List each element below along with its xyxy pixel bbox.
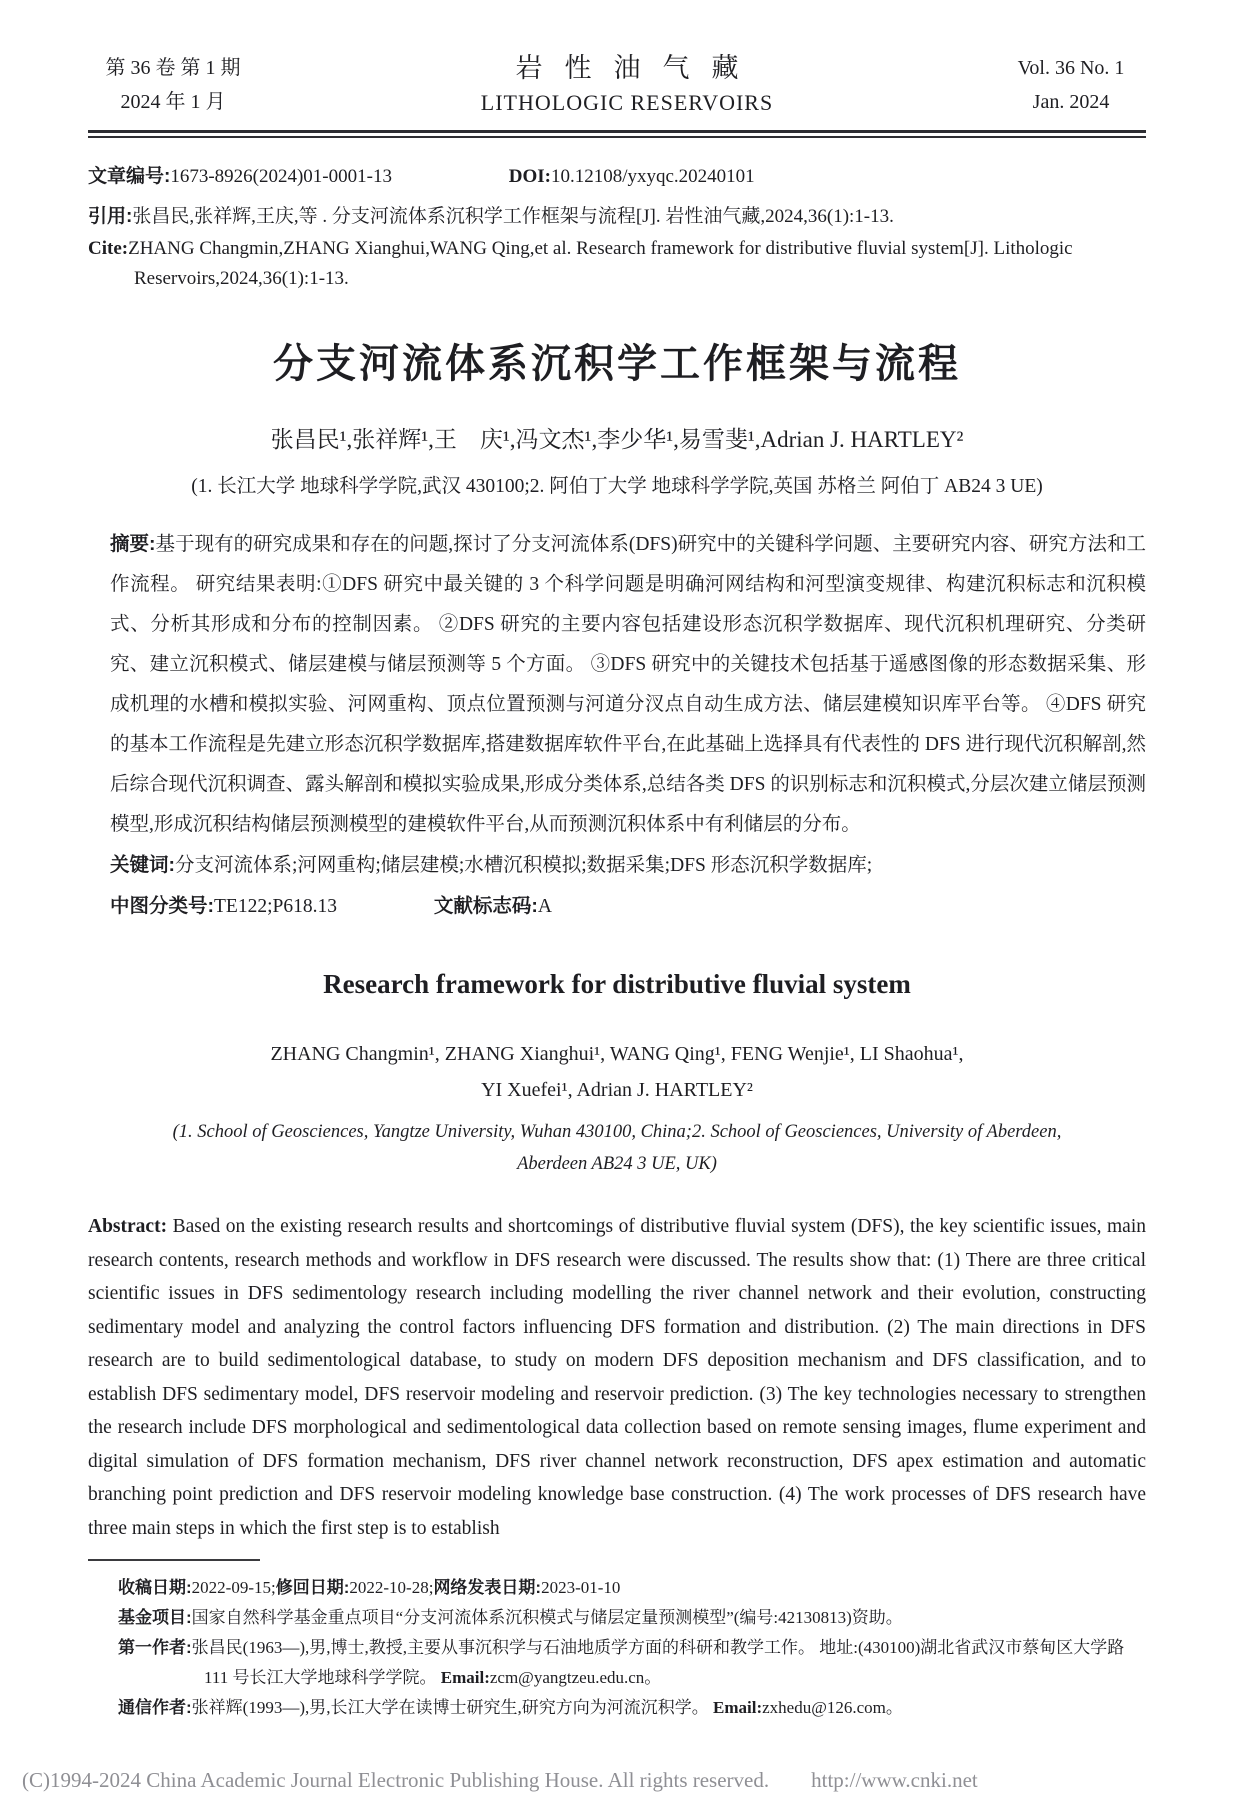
article-title-zh: 分支河流体系沉积学工作框架与流程 bbox=[273, 342, 961, 386]
affiliation-zh: (1. 长江大学 地球科学学院,武汉 430100;2. 阿伯丁大学 地球科学学院,英国 苏格兰 阿伯丁 AB24 3 UE) bbox=[191, 476, 1043, 497]
journal-name-en: LITHOLOGIC RESERVOIRS bbox=[480, 90, 774, 115]
footnote-dates bbox=[118, 1573, 1146, 1603]
keywords-label: 关键词: bbox=[110, 854, 175, 876]
abstract-en-label: Abstract: bbox=[88, 1216, 168, 1237]
copyright-line bbox=[22, 1768, 978, 1793]
doc-code: A bbox=[537, 896, 552, 917]
fund-label: 基金项目: bbox=[118, 1608, 192, 1627]
keywords-text: 分支河流体系;河网重构;储层建模;水槽沉积模拟;数据采集;DFS 形态沉积学数据库; bbox=[175, 855, 873, 876]
abstract-zh-text: 基于现有的研究成果和存在的问题,探讨了分支河流体系(DFS)研究中的关键科学问题、主要研究内容、研究方法和工作流程。 研究结果表明:①DFS 研究中最关键的 3 个科学问题是明确河网结构和河型演变规律、构建沉积标志和沉积模式、分析其形成和分布的控制因素。 ②DFS 研究的主要内容包括建设形态沉积学数据库、现代沉积机理研究、分类研究、建立沉积模式、储层建模与储层预测等 5 个方面。 ③DFS 研究中的关键技术包括基于遥感图像的形态数据采集、形成机理的水槽和模拟实验、河网重构、顶点位置预测与河道分汊点自动生成方法、储层建模知识库平台等。 ④DFS 研究的基本工作流程是先建立形态沉积学数据库,搭建数据库软件平台,在此基础上选择具有代表性的 DFS 进行现代沉积解剖,然后综合现代沉积调查、露头解剖和模拟实验成果,形成分类体系,总结各类 DFS 的识别标志和沉积模式,分层次建立储层预测模型,形成沉积结构储层预测模型的建模软件平台,从而预测沉积体系中有利储层的分布。 bbox=[110, 534, 1146, 835]
first-author-label: 第一作者: bbox=[118, 1638, 192, 1657]
header-vol-block bbox=[996, 51, 1146, 119]
clc-label: 中图分类号: bbox=[110, 895, 214, 917]
corr-author-email-label: Email: bbox=[713, 1698, 763, 1717]
affiliation-en: (1. School of Geosciences, Yangtze University, Wuhan 430100, China;2. School of Geosciences, University of Aberdeen, Aberdeen AB24 3 UE, UK) bbox=[172, 1122, 1062, 1174]
abstract-en bbox=[88, 1210, 1146, 1545]
corr-author-email: zxhedu@126.com。 bbox=[762, 1698, 903, 1717]
doi-value: 10.12108/yxyqc.20240101 bbox=[550, 166, 755, 187]
abstract-en-text: Based on the existing research results and shortcomings of distributive fluvial system (DFS), the key scientific issues, main research contents, research methods and workflow in DFS research were discussed. The results show that: (1) There are three critical scientific issues in DFS sedimentology research including modelling the river channel network and their evolution, constructing sedimentary model and analyzing the control factors influencing DFS formation and distribution. (2) The main directions in DFS research are to build sedimentological database, to study on modern DFS deposition mechanism and DFS classification, and to establish DFS sedimentary model, DFS reservoir modeling and reservoir prediction. (3) The key technologies necessary to strengthen the research include DFS morphological and sedimentological data collection based on remote sensing images, flume experiment and digital simulation of DFS formation mechanism, DFS river channel network reconstruction, DFS apex estimation and automatic branching point prediction and DFS reservoir modeling knowledge base construction. (4) The work processes of DFS research have three main steps in which the first step is to establish bbox=[88, 1216, 1146, 1539]
authors-zh: 张昌民¹,张祥辉¹,王 庆¹,冯文杰¹,李少华¹,易雪斐¹,Adrian J. HARTLEY² bbox=[270, 427, 964, 452]
first-author-email-label: Email: bbox=[440, 1668, 490, 1687]
header-divider bbox=[88, 130, 1146, 138]
doi-label: DOI: bbox=[508, 166, 551, 187]
corr-author-bio: 张祥辉(1993—),男,长江大学在读博士研究生,研究方向为河流沉积学。 bbox=[191, 1698, 713, 1717]
classification-row bbox=[88, 886, 1146, 927]
abstract-zh bbox=[88, 524, 1146, 845]
keywords-zh bbox=[88, 845, 1146, 886]
doc-code-label: 文献标志码: bbox=[433, 895, 538, 917]
footnote-first-author bbox=[118, 1633, 1146, 1693]
citation-zh-label: 引用: bbox=[88, 206, 133, 227]
clc-code: TE122;P618.13 bbox=[214, 896, 337, 917]
journal-name-cn: 岩性油气藏 bbox=[515, 53, 761, 83]
citation-zh-row bbox=[88, 202, 1146, 232]
footnote-divider bbox=[88, 1559, 260, 1561]
footnote-fund bbox=[118, 1603, 1146, 1633]
cnki-url: http://www.cnki.net bbox=[811, 1768, 978, 1792]
citation-en-row bbox=[88, 234, 1146, 294]
received-date-label: 收稿日期: bbox=[118, 1578, 192, 1597]
footnotes bbox=[118, 1573, 1146, 1723]
article-title-en: Research framework for distributive fluvial system bbox=[323, 969, 911, 999]
abstract-zh-label: 摘要: bbox=[110, 533, 156, 555]
fund-text: 国家自然科学基金重点项目“分支河流体系沉积模式与储层定量预测模型”(编号:42130813)资助。 bbox=[191, 1608, 903, 1627]
article-meta bbox=[88, 162, 1146, 294]
first-author-bio: 张昌民(1963—),男,博士,教授,主要从事沉积学与石油地质学方面的科研和教学工作。 地址:(430100)湖北省武汉市蔡甸区大学路 111 号长江大学地球科学学院。 bbox=[191, 1638, 1125, 1687]
citation-zh: 张昌民,张祥辉,王庆,等 . 分支河流体系沉积学工作框架与流程[J]. 岩性油气藏,2024,36(1):1-13. bbox=[132, 206, 894, 227]
journal-header bbox=[88, 50, 1146, 120]
first-author-email: zcm@yangtzeu.edu.cn。 bbox=[489, 1668, 662, 1687]
citation-en-label: Cite: bbox=[88, 238, 129, 259]
authors-en-line1: ZHANG Changmin¹, ZHANG Xianghui¹, WANG Qing¹, FENG Wenjie¹, LI Shaohua¹, bbox=[270, 1043, 964, 1065]
issue-date-en: Jan. 2024 bbox=[1032, 91, 1110, 113]
authors-en-line2: YI Xuefei¹, Adrian J. HARTLEY² bbox=[481, 1079, 753, 1101]
online-date: 2023-01-10 bbox=[541, 1578, 621, 1597]
journal-title-block bbox=[481, 50, 773, 120]
article-number-label: 文章编号: bbox=[88, 166, 171, 187]
revised-date-label: 修回日期: bbox=[275, 1578, 350, 1597]
authors-en bbox=[88, 1036, 1146, 1108]
revised-date: 2022-10-28; bbox=[349, 1578, 434, 1597]
header-issue-block bbox=[88, 51, 258, 119]
issue-date-cn: 2024 年 1 月 bbox=[120, 91, 226, 113]
article-number: 1673-8926(2024)01-0001-13 bbox=[170, 166, 392, 187]
corr-author-label: 通信作者: bbox=[118, 1698, 192, 1717]
footnote-corresponding-author bbox=[118, 1693, 1146, 1723]
citation-en: ZHANG Changmin,ZHANG Xianghui,WANG Qing,et al. Research framework for distributive fluvial system[J]. Lithologic Reservoirs,2024,36(1):1-13. bbox=[128, 238, 1073, 289]
issue-number-cn: 第 36 卷 第 1 期 bbox=[105, 57, 241, 79]
online-date-label: 网络发表日期: bbox=[433, 1578, 542, 1597]
copyright-text: (C)1994-2024 China Academic Journal Electronic Publishing House. All rights reserved. bbox=[22, 1768, 770, 1792]
received-date: 2022-09-15; bbox=[191, 1578, 276, 1597]
article-number-row bbox=[88, 162, 1146, 192]
issue-number-en: Vol. 36 No. 1 bbox=[1017, 57, 1125, 79]
